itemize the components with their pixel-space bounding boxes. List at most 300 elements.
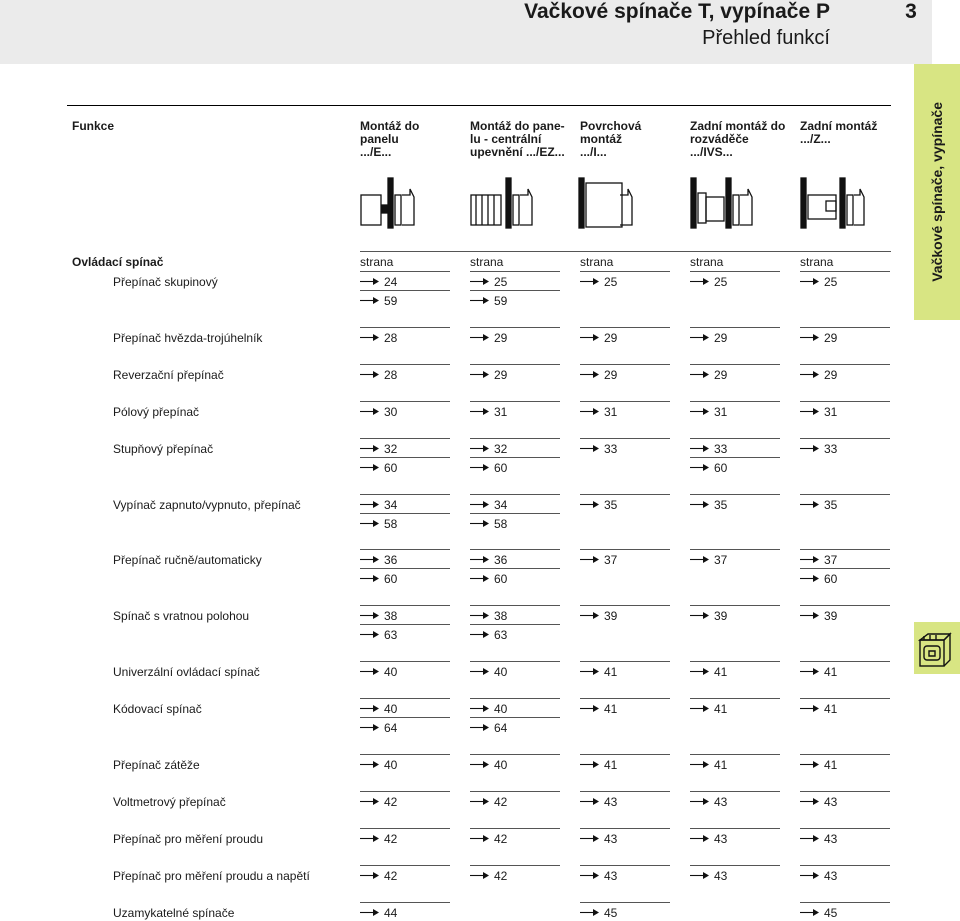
row-divider xyxy=(800,865,890,866)
page-reference-value: 33 xyxy=(824,442,838,456)
row-divider xyxy=(690,661,780,662)
page-reference-value: 43 xyxy=(604,869,618,883)
page-reference xyxy=(360,608,397,624)
arrow-right-icon xyxy=(690,444,710,453)
page-reference xyxy=(470,552,507,568)
arrow-right-icon xyxy=(800,370,820,379)
page-reference xyxy=(690,497,727,513)
arrow-right-icon xyxy=(800,444,820,453)
row-divider xyxy=(470,457,560,458)
row-divider xyxy=(470,698,560,699)
page-reference xyxy=(580,497,617,513)
arrow-right-icon xyxy=(360,333,380,342)
arrow-right-icon xyxy=(470,574,490,583)
page-reference-value: 29 xyxy=(714,368,728,382)
column-header-line: .../I... xyxy=(580,145,607,159)
page-reference xyxy=(580,701,617,717)
row-divider xyxy=(360,717,450,718)
section-value: strana xyxy=(690,255,724,269)
page-reference-value: 64 xyxy=(494,721,508,735)
arrow-right-icon xyxy=(360,760,380,769)
page-reference xyxy=(580,868,617,884)
row-divider xyxy=(470,290,560,291)
arrow-right-icon xyxy=(580,871,600,880)
column-header-line: .../IVS... xyxy=(690,145,733,159)
arrow-right-icon xyxy=(580,333,600,342)
page-reference-value: 35 xyxy=(604,498,618,512)
page-reference-value: 32 xyxy=(494,442,508,456)
arrow-right-icon xyxy=(800,667,820,676)
arrow-right-icon xyxy=(470,370,490,379)
page-reference xyxy=(800,274,837,290)
page-reference xyxy=(800,571,837,587)
arrow-right-icon xyxy=(800,574,820,583)
row-divider xyxy=(800,401,890,402)
row-divider xyxy=(470,865,560,866)
page-reference-value: 35 xyxy=(824,498,838,512)
page-reference-value: 37 xyxy=(604,553,618,567)
side-tab-label: Vačkové spínače, vypínače xyxy=(929,102,945,282)
row-divider xyxy=(360,624,450,625)
arrow-right-icon xyxy=(800,555,820,564)
page-reference xyxy=(800,404,837,420)
arrow-right-icon xyxy=(360,444,380,453)
page-reference xyxy=(690,794,727,810)
page-reference-value: 58 xyxy=(384,517,398,531)
column-header-line: montáž xyxy=(580,132,622,146)
page-reference-value: 44 xyxy=(384,906,398,920)
arrow-right-icon xyxy=(580,370,600,379)
page-reference-value: 40 xyxy=(384,758,398,772)
page-reference xyxy=(470,404,507,420)
row-label: Voltmetrový přepínač xyxy=(113,795,226,809)
page-reference-value: 31 xyxy=(604,405,618,419)
page-reference-value: 31 xyxy=(714,405,728,419)
row-divider xyxy=(470,568,560,569)
page-reference xyxy=(360,404,397,420)
row-divider xyxy=(800,828,890,829)
arrow-right-icon xyxy=(690,704,710,713)
page-reference xyxy=(580,367,617,383)
row-divider xyxy=(360,494,450,495)
arrow-right-icon xyxy=(470,630,490,639)
row-label: Stupňový přepínač xyxy=(113,442,214,456)
arrow-right-icon xyxy=(690,463,710,472)
row-divider xyxy=(360,401,450,402)
row-divider xyxy=(360,513,450,514)
column-header-line: panelu xyxy=(360,132,399,146)
page-reference-value: 63 xyxy=(494,628,508,642)
page-reference xyxy=(360,571,397,587)
arrow-right-icon xyxy=(360,500,380,509)
central-mount-switch-icon xyxy=(468,175,538,236)
row-divider xyxy=(580,327,670,328)
row-divider xyxy=(690,438,780,439)
row-divider xyxy=(800,791,890,792)
row-label: Přepínač zátěže xyxy=(113,758,200,772)
row-divider xyxy=(800,661,890,662)
row-divider xyxy=(360,568,450,569)
table-top-rule xyxy=(67,105,891,106)
arrow-right-icon xyxy=(470,834,490,843)
arrow-right-icon xyxy=(690,277,710,286)
cam-switch-icon xyxy=(914,622,960,674)
column-header xyxy=(470,120,565,159)
row-divider xyxy=(360,605,450,606)
page-reference-value: 60 xyxy=(714,461,728,475)
page-reference xyxy=(470,367,507,383)
row-label: Vypínač zapnuto/vypnuto, přepínač xyxy=(113,498,301,512)
page-reference xyxy=(580,831,617,847)
page-reference-value: 32 xyxy=(384,442,398,456)
page-reference xyxy=(470,627,507,643)
page-reference xyxy=(690,608,727,624)
page-reference xyxy=(800,868,837,884)
page-reference xyxy=(360,794,397,810)
page-reference-value: 30 xyxy=(384,405,398,419)
page-reference-value: 36 xyxy=(494,553,508,567)
page-reference-value: 43 xyxy=(714,795,728,809)
row-divider xyxy=(800,364,890,365)
arrow-right-icon xyxy=(360,296,380,305)
page-reference xyxy=(690,404,727,420)
page-reference xyxy=(580,905,617,921)
arrow-right-icon xyxy=(580,760,600,769)
page-reference-value: 39 xyxy=(824,609,838,623)
arrow-right-icon xyxy=(470,519,490,528)
row-label: Přepínač ručně/automaticky xyxy=(113,553,262,567)
page-reference xyxy=(360,460,397,476)
row-label: Přepínač pro měření proudu xyxy=(113,832,264,846)
page-reference xyxy=(360,367,397,383)
column-header-line: Montáž do xyxy=(360,119,420,133)
row-divider xyxy=(360,364,450,365)
page-reference-value: 33 xyxy=(714,442,728,456)
page-reference xyxy=(800,552,837,568)
row-divider xyxy=(580,661,670,662)
arrow-right-icon xyxy=(360,834,380,843)
page-reference xyxy=(470,868,507,884)
row-divider xyxy=(580,438,670,439)
arrow-right-icon xyxy=(580,277,600,286)
arrow-right-icon xyxy=(580,444,600,453)
page-reference xyxy=(360,293,397,309)
page-reference xyxy=(580,757,617,773)
page-reference-value: 43 xyxy=(824,832,838,846)
arrow-right-icon xyxy=(690,555,710,564)
row-divider xyxy=(360,271,450,272)
row-divider xyxy=(470,549,560,550)
page-reference xyxy=(360,497,397,513)
row-divider xyxy=(800,271,890,272)
row-divider xyxy=(690,364,780,365)
page-reference-value: 28 xyxy=(384,368,398,382)
column-header-line: .../Z... xyxy=(800,132,831,146)
function-header: Funkce xyxy=(72,119,115,133)
row-divider xyxy=(360,438,450,439)
row-divider xyxy=(470,364,560,365)
page-reference xyxy=(470,460,507,476)
page-reference xyxy=(800,608,837,624)
row-divider xyxy=(360,754,450,755)
page-reference xyxy=(690,367,727,383)
page-reference-value: 29 xyxy=(494,331,508,345)
page-number: 3 xyxy=(905,0,917,23)
page-reference xyxy=(470,516,507,532)
row-divider xyxy=(470,271,560,272)
page-reference-value: 41 xyxy=(714,758,728,772)
arrow-right-icon xyxy=(690,500,710,509)
page-reference xyxy=(470,720,507,736)
arrow-right-icon xyxy=(800,797,820,806)
row-label: Spínač s vratnou polohou xyxy=(113,609,250,623)
page-reference-value: 31 xyxy=(494,405,508,419)
row-label: Pólový přepínač xyxy=(113,405,200,419)
row-divider xyxy=(800,605,890,606)
arrow-right-icon xyxy=(470,277,490,286)
page-reference xyxy=(690,701,727,717)
arrow-right-icon xyxy=(360,519,380,528)
page-reference xyxy=(470,571,507,587)
row-divider xyxy=(800,754,890,755)
row-divider xyxy=(360,661,450,662)
arrow-right-icon xyxy=(360,630,380,639)
side-tab-label-wrap xyxy=(914,64,960,320)
page-reference-value: 42 xyxy=(384,832,398,846)
page-reference-value: 40 xyxy=(494,665,508,679)
page-reference-value: 38 xyxy=(384,609,398,623)
row-divider xyxy=(470,438,560,439)
row-divider xyxy=(360,902,450,903)
page-reference-value: 38 xyxy=(494,609,508,623)
arrow-right-icon xyxy=(470,871,490,880)
arrow-right-icon xyxy=(470,723,490,732)
page-reference-value: 59 xyxy=(494,294,508,308)
page-reference-value: 31 xyxy=(824,405,838,419)
row-divider xyxy=(580,902,670,903)
arrow-right-icon xyxy=(470,333,490,342)
arrow-right-icon xyxy=(800,611,820,620)
page-reference xyxy=(470,330,507,346)
row-label: Univerzální ovládací spínač xyxy=(113,665,260,679)
page-reference-value: 33 xyxy=(604,442,618,456)
page-reference xyxy=(580,552,617,568)
page-reference xyxy=(800,664,837,680)
page-reference xyxy=(800,831,837,847)
page-reference xyxy=(800,441,837,457)
column-header-line: rozváděče xyxy=(690,132,749,146)
page-reference xyxy=(580,330,617,346)
page-reference xyxy=(470,293,507,309)
page-reference-value: 60 xyxy=(384,572,398,586)
row-divider xyxy=(470,605,560,606)
rear-mount-z-switch-icon xyxy=(798,175,868,236)
page-reference xyxy=(360,441,397,457)
page-reference xyxy=(580,794,617,810)
row-divider xyxy=(800,438,890,439)
row-divider xyxy=(800,698,890,699)
arrow-right-icon xyxy=(470,444,490,453)
column-header-line: Zadní montáž xyxy=(800,119,878,133)
row-label: Uzamykatelné spínače xyxy=(113,906,235,920)
row-divider xyxy=(360,457,450,458)
arrow-right-icon xyxy=(360,908,380,917)
column-header-line: Povrchová xyxy=(580,119,642,133)
page-reference-value: 42 xyxy=(494,795,508,809)
row-divider xyxy=(690,828,780,829)
page-reference-value: 60 xyxy=(494,461,508,475)
row-divider xyxy=(580,401,670,402)
page-reference-value: 45 xyxy=(604,906,618,920)
row-divider xyxy=(800,568,890,569)
arrow-right-icon xyxy=(690,407,710,416)
arrow-right-icon xyxy=(580,797,600,806)
page-reference xyxy=(470,757,507,773)
arrow-right-icon xyxy=(470,407,490,416)
arrow-right-icon xyxy=(360,871,380,880)
row-divider xyxy=(470,661,560,662)
row-divider xyxy=(690,549,780,550)
page-reference-value: 41 xyxy=(604,758,618,772)
arrow-right-icon xyxy=(360,574,380,583)
page-reference-value: 42 xyxy=(494,869,508,883)
arrow-right-icon xyxy=(360,723,380,732)
column-header-line: Montáž do pane- xyxy=(470,119,565,133)
arrow-right-icon xyxy=(690,797,710,806)
page-reference-value: 41 xyxy=(714,702,728,716)
arrow-right-icon xyxy=(360,797,380,806)
arrow-right-icon xyxy=(690,370,710,379)
page-reference-value: 41 xyxy=(714,665,728,679)
page-reference xyxy=(360,868,397,884)
row-label: Kódovací spínač xyxy=(113,702,202,716)
page-reference xyxy=(360,627,397,643)
arrow-right-icon xyxy=(580,704,600,713)
page-reference-value: 40 xyxy=(494,758,508,772)
page-reference-value: 42 xyxy=(494,832,508,846)
arrow-right-icon xyxy=(360,407,380,416)
page-reference-value: 43 xyxy=(824,795,838,809)
section-value: strana xyxy=(360,255,394,269)
page-reference xyxy=(580,274,617,290)
section-value: strana xyxy=(580,255,614,269)
page-reference-value: 41 xyxy=(604,665,618,679)
row-divider xyxy=(580,271,670,272)
page-reference-value: 43 xyxy=(714,869,728,883)
row-divider xyxy=(580,865,670,866)
column-header-line: upevnění .../EZ... xyxy=(470,145,565,159)
page-reference xyxy=(690,868,727,884)
arrow-right-icon xyxy=(690,871,710,880)
section-label: Ovládací spínač xyxy=(72,255,164,269)
page-reference-value: 29 xyxy=(714,331,728,345)
page-reference-value: 34 xyxy=(384,498,398,512)
arrow-right-icon xyxy=(690,611,710,620)
row-divider xyxy=(360,828,450,829)
page-reference-value: 42 xyxy=(384,869,398,883)
page-reference-value: 25 xyxy=(824,275,838,289)
arrow-right-icon xyxy=(470,463,490,472)
page-reference xyxy=(360,831,397,847)
page-reference xyxy=(360,720,397,736)
arrow-right-icon xyxy=(470,555,490,564)
page-reference xyxy=(690,460,727,476)
page-reference xyxy=(360,757,397,773)
page-reference xyxy=(690,831,727,847)
page-reference xyxy=(690,274,727,290)
page-reference-value: 29 xyxy=(494,368,508,382)
page-reference-value: 43 xyxy=(604,795,618,809)
row-divider xyxy=(690,605,780,606)
arrow-right-icon xyxy=(800,760,820,769)
row-divider xyxy=(580,791,670,792)
section-value: strana xyxy=(470,255,504,269)
page-title: Vačkové spínače T, vypínače P xyxy=(524,0,830,23)
page-reference-value: 43 xyxy=(604,832,618,846)
page-reference-value: 58 xyxy=(494,517,508,531)
page-reference xyxy=(360,330,397,346)
row-divider xyxy=(800,549,890,550)
row-divider xyxy=(360,698,450,699)
row-divider xyxy=(580,828,670,829)
arrow-right-icon xyxy=(690,760,710,769)
page-reference-value: 43 xyxy=(824,869,838,883)
arrow-right-icon xyxy=(360,277,380,286)
page-reference xyxy=(690,441,727,457)
page-reference xyxy=(360,552,397,568)
row-divider xyxy=(470,828,560,829)
arrow-right-icon xyxy=(690,834,710,843)
page-reference-value: 25 xyxy=(604,275,618,289)
page-reference xyxy=(580,664,617,680)
page-reference-value: 28 xyxy=(384,331,398,345)
page-reference-value: 36 xyxy=(384,553,398,567)
row-divider xyxy=(360,290,450,291)
page-reference xyxy=(470,608,507,624)
page-reference xyxy=(470,831,507,847)
arrow-right-icon xyxy=(580,908,600,917)
page-reference-value: 37 xyxy=(824,553,838,567)
row-divider xyxy=(360,865,450,866)
page-reference xyxy=(360,274,397,290)
page-reference-value: 43 xyxy=(714,832,728,846)
column-header xyxy=(360,120,419,159)
page-reference-value: 60 xyxy=(494,572,508,586)
row-divider xyxy=(580,605,670,606)
page-reference xyxy=(470,497,507,513)
page-reference xyxy=(360,905,397,921)
arrow-right-icon xyxy=(800,704,820,713)
arrow-right-icon xyxy=(800,908,820,917)
row-divider xyxy=(470,624,560,625)
row-divider xyxy=(470,717,560,718)
arrow-right-icon xyxy=(690,667,710,676)
row-divider xyxy=(360,791,450,792)
page-reference-value: 40 xyxy=(384,702,398,716)
page-reference-value: 64 xyxy=(384,721,398,735)
arrow-right-icon xyxy=(470,667,490,676)
page-reference-value: 41 xyxy=(824,758,838,772)
page-reference-value: 25 xyxy=(714,275,728,289)
page-reference xyxy=(800,367,837,383)
arrow-right-icon xyxy=(580,834,600,843)
page-reference xyxy=(690,664,727,680)
column-header-line: Zadní montáž do xyxy=(690,119,786,133)
arrow-right-icon xyxy=(360,555,380,564)
page-reference xyxy=(360,516,397,532)
page-reference-value: 60 xyxy=(384,461,398,475)
row-divider xyxy=(360,251,891,252)
